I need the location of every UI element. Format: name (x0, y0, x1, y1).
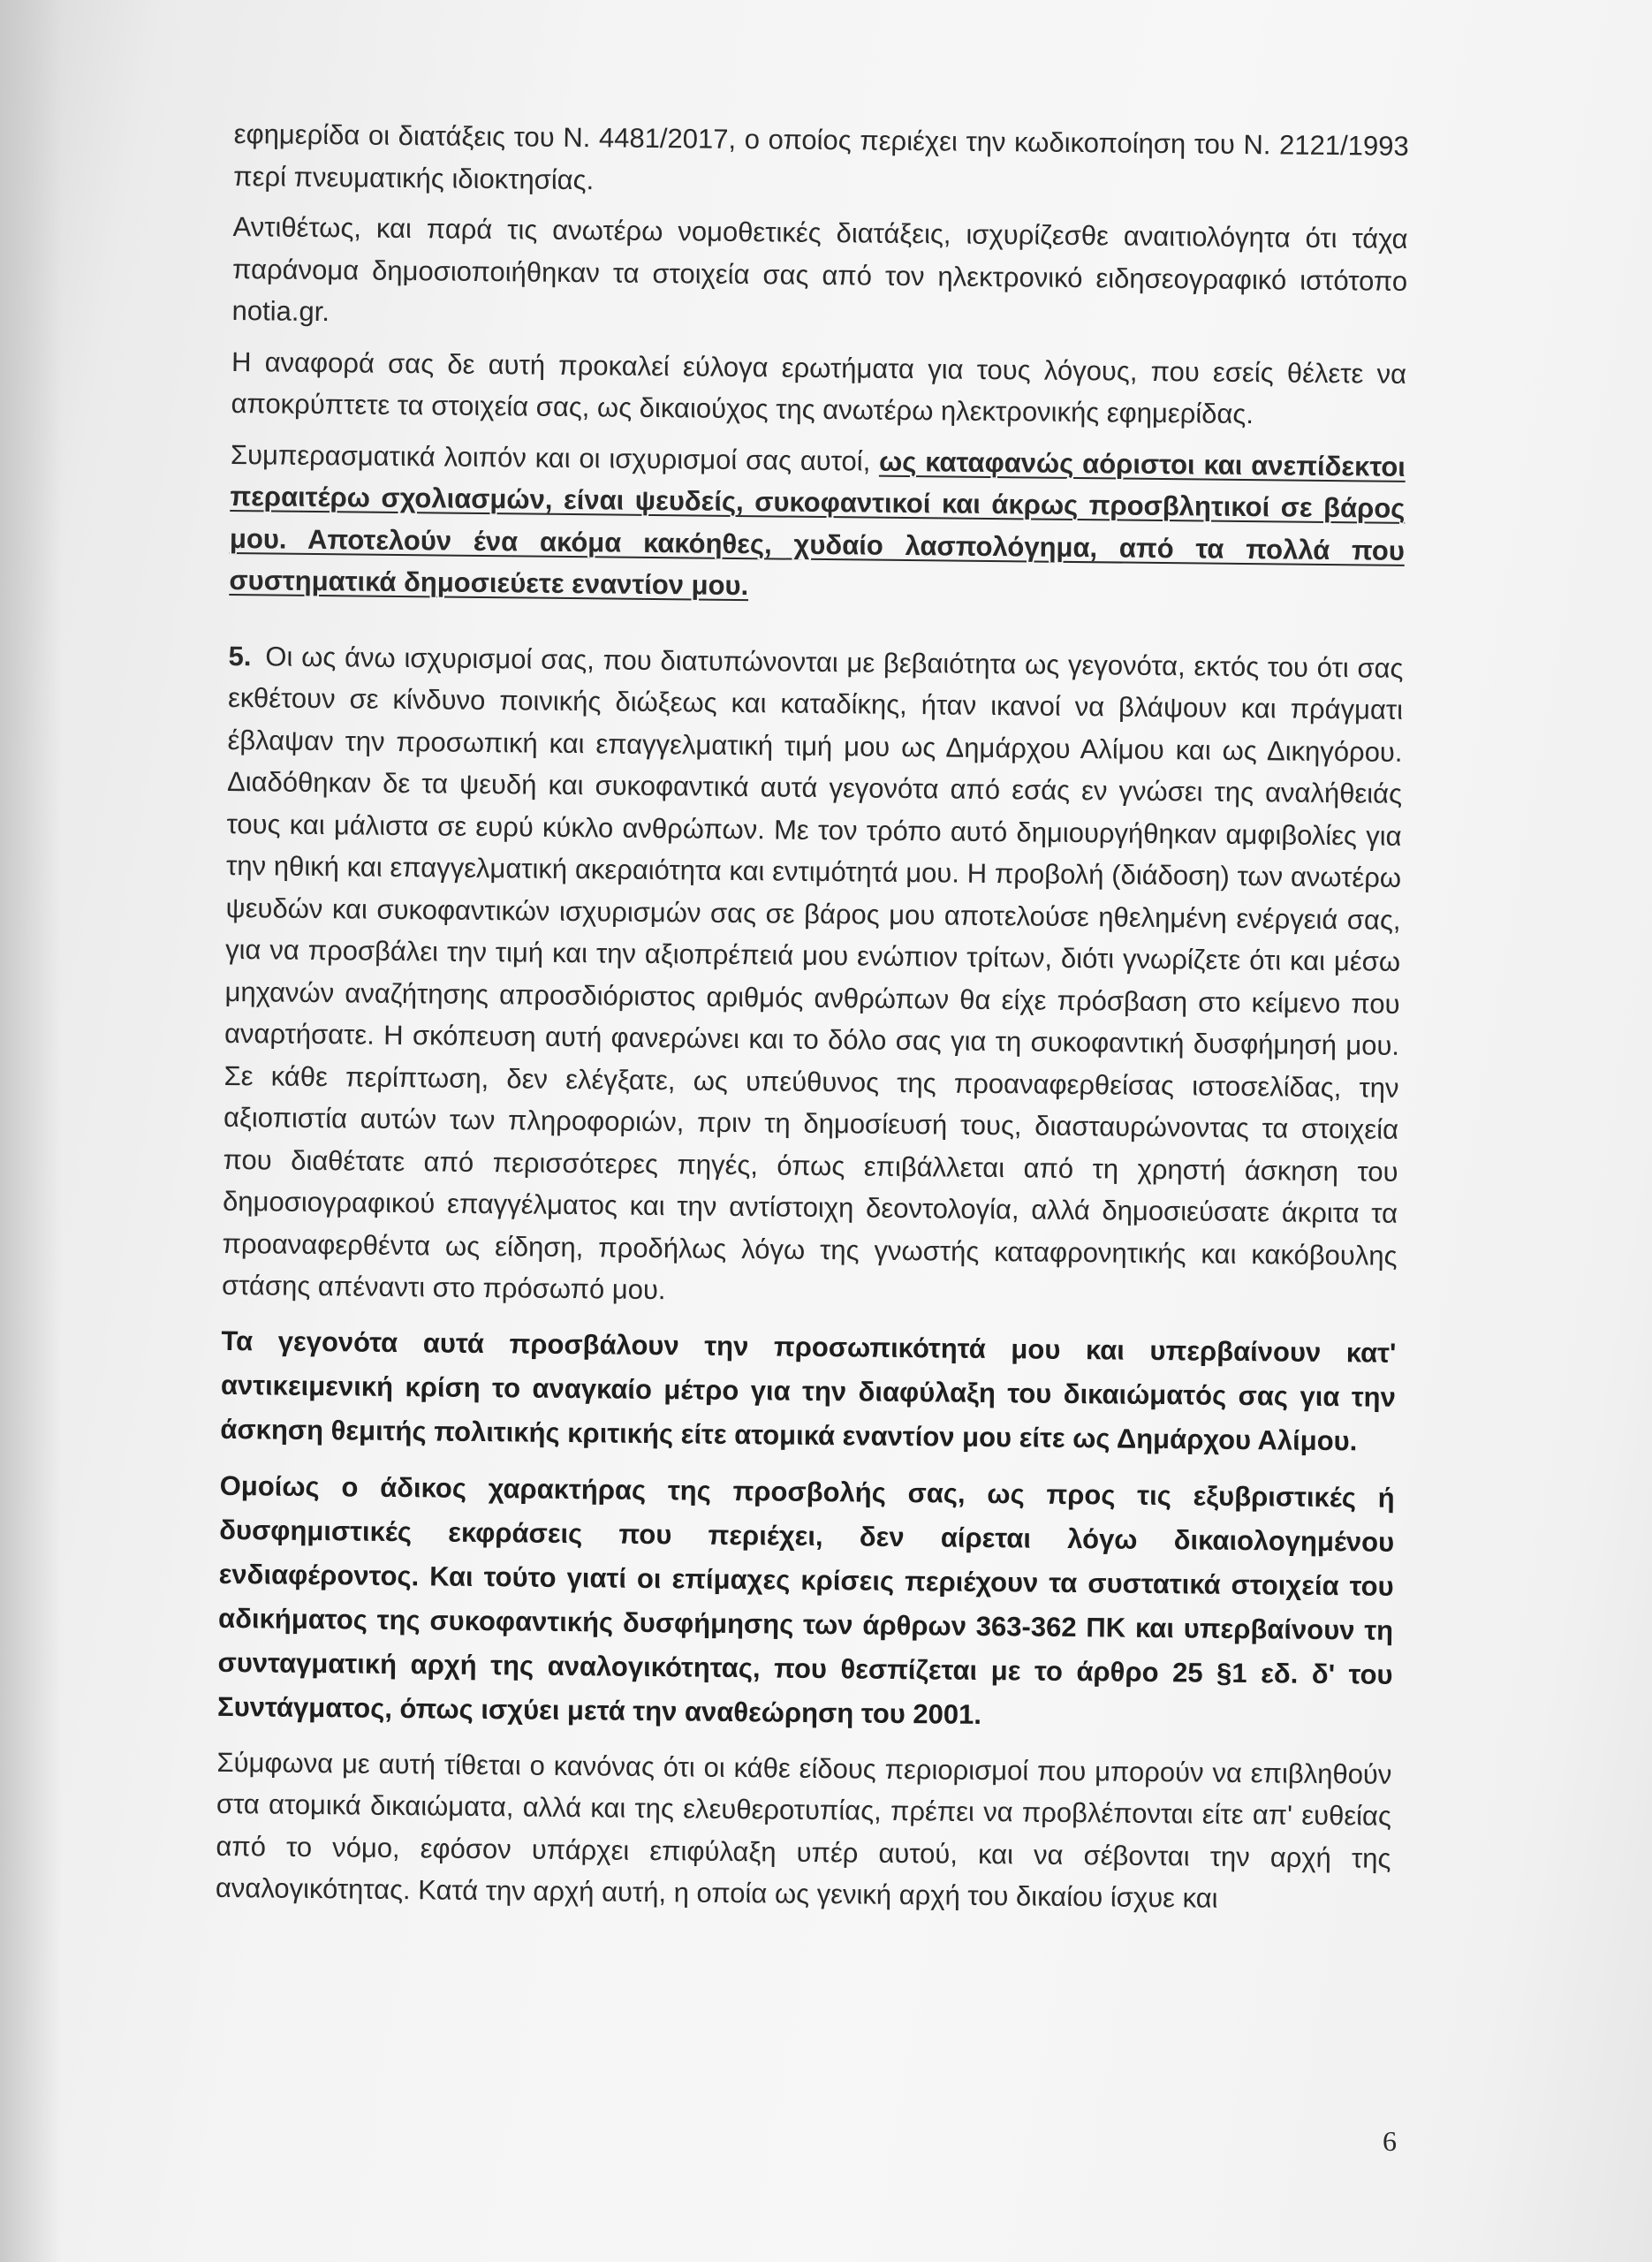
section-number: 5. (228, 640, 252, 672)
paragraph-copyright-law: εφημερίδα οι διατάξεις του Ν. 4481/2017, ο οποίος περιέχει την κωδικοποίηση του Ν. 2121/1993 περί πνευματικής ιδιοκτησίας. (233, 118, 1409, 195)
paragraph-personality-violation: Τα γεγονότα αυτά προσβάλουν την προσωπικότητά μου και υπερβαίνουν κατ' αντικειμενική κρίση το αναγκαίο μέτρο για την διαφύλαξη του δικαιώματός σας για την άσκηση θεμιτής πολιτικής κριτικής είτε ατομικά εναντίον μου είτε ως Δημάρχου Αλίμου. (220, 1325, 1397, 1456)
paragraph-conclusion (229, 433, 1406, 613)
paragraph-section-5 (222, 634, 1404, 1318)
page-number: 6 (1383, 2125, 1397, 2157)
paragraph-proportionality: Σύμφωνα με αυτή τίθεται ο κανόνας ότι οι κάθε είδους περιορισμοί που μπορούν να επιβληθούν στα ατομικά δικαιώματα, αλλά και της ελευθεροτυπίας, πρέπει να προβλέπονται είτε απ' ευθείας από το νόμο, εφόσον υπάρχει επιφύλαξη υπέρ αυτού, και να σέβονται την αρχή της αναλογικότητας. Κατά την αρχή αυτή, η οποία ως γενική αρχή του δικαίου ίσχυε και (215, 1746, 1392, 1914)
section-5-text: Οι ως άνω ισχυρισμοί σας, που διατυπώνονται με βεβαιότητα ως γεγονότα, εκτός του ότι σας εκθέτουν σε κίνδυνο ποινικής διώξεως και καταδίκης, ήταν ικανοί να βλάψουν και πράγματι έβλαψαν την προσωπική και επαγγελματική τιμή μου ως Δημάρχου Αλίμου και ως Δικηγόρου. Διαδόθηκαν δε τα ψευδή και συκοφαντικά αυτά γεγονότα από εσάς εν γνώσει της αναλήθειάς τους και μάλιστα σε ευρύ κύκλο ανθρώπων. Με τον τρόπο αυτό δημιουργήθηκαν αμφιβολίες για την ηθική και επαγγελματική ακεραιότητα και εντιμότητά μου. Η προβολή (διάδοση) των ανωτέρω ψευδών και συκοφαντικών ισχυρισμών σας σε βάρος μου αποτελούσε ηθελημένη ενέργειά σας, για να προσβάλει την τιμή και την αξιοπρέπειά μου ενώπιον τρίτων, διότι γνωρίζετε ότι και μέσω μηχανών αναζήτησης απροσδιόριστος αριθμός ανθρώπων θα είχε πρόσβαση στο κείμενο που αναρτήσατε. Η σκόπευση αυτή φανερώνει και το δόλο σας για τη συκοφαντική δυσφήμησή μου. Σε κάθε περίπτωση, δεν ελέγξατε, ως υπεύθυνος της προαναφερθείσας ιστοσελίδας, την αξιοπιστία αυτών των πληροφοριών, πριν τη δημοσίευσή τους, διασταυρώνοντας τα στοιχεία που διαθέτατε από περισσότερες πηγές, όπως επιβάλλεται από τη χρηστή άσκηση του δημοσιογραφικού επαγγέλματος και την αντίστοιχη δεοντολογία, αλλά δημοσιεύσατε άκριτα τα προαναφερθέντα ως είδηση, προδήλως λόγω της γνωστής καταφρονητικής και κακόβουλης στάσης απέναντι στο πρόσωπό μου. (221, 640, 1404, 1306)
paragraph-data-publication: Αντιθέτως, και παρά τις ανωτέρω νομοθετικές διατάξεις, ισχυρίζεσθε αναιτιολόγητα ότι τάχα παράνομα δημοσιοποιήθηκαν τα στοιχεία σας από τον ηλεκτρονικό ειδησεογραφικό ιστότοπο notia.gr. (231, 210, 1408, 328)
conclusion-intro-text: Συμπερασματικά λοιπόν και οι ισχυρισμοί σας αυτοί, (230, 438, 880, 477)
paragraph-concealment-question: Η αναφορά σας δε αυτή προκαλεί εύλογα ερωτήματα για τους λόγους, που εσείς θέλετε να αποκρύπτετε τα στοιχεία σας, ως δικαιούχος της ανωτέρω ηλεκτρονικής εφημερίδας. (231, 345, 1407, 430)
conclusion-underlined-text: ως καταφανώς αόριστοι και ανεπίδεκτοι περαιτέρω σχολιασμών, είναι ψευδείς, συκοφαντικοί και άκρως προσβλητικοί σε βάρος μου. Αποτελούν ένα ακόμα κακόηθες, χυδαίο λασπολόγημα, από τα πολλά που συστηματικά δημοσιεύετε εναντίον μου. (229, 445, 1406, 602)
paragraph-unlawful-character: Ομοίως ο άδικος χαρακτήρας της προσβολής σας, ως προς τις εξυβριστικές ή δυσφημιστικές εκφράσεις που περιέχει, δεν αίρεται λόγω δικαιολογημένου ενδιαφέροντος. Και τούτο γιατί οι επίμαχες κρίσεις περιέχουν τα συστατικά στοιχεία του αδικήματος της συκοφαντικής δυσφήμησης των άρθρων 363-362 ΠΚ και υπερβαίνουν τη συνταγματική αρχή της αναλογικότητας, που θεσπίζεται με το άρθρο 25 §1 εδ. δ' του Συντάγματος, όπως ισχύει μετά την αναθεώρηση του 2001. (216, 1469, 1395, 1730)
document-body (216, 113, 1409, 1930)
